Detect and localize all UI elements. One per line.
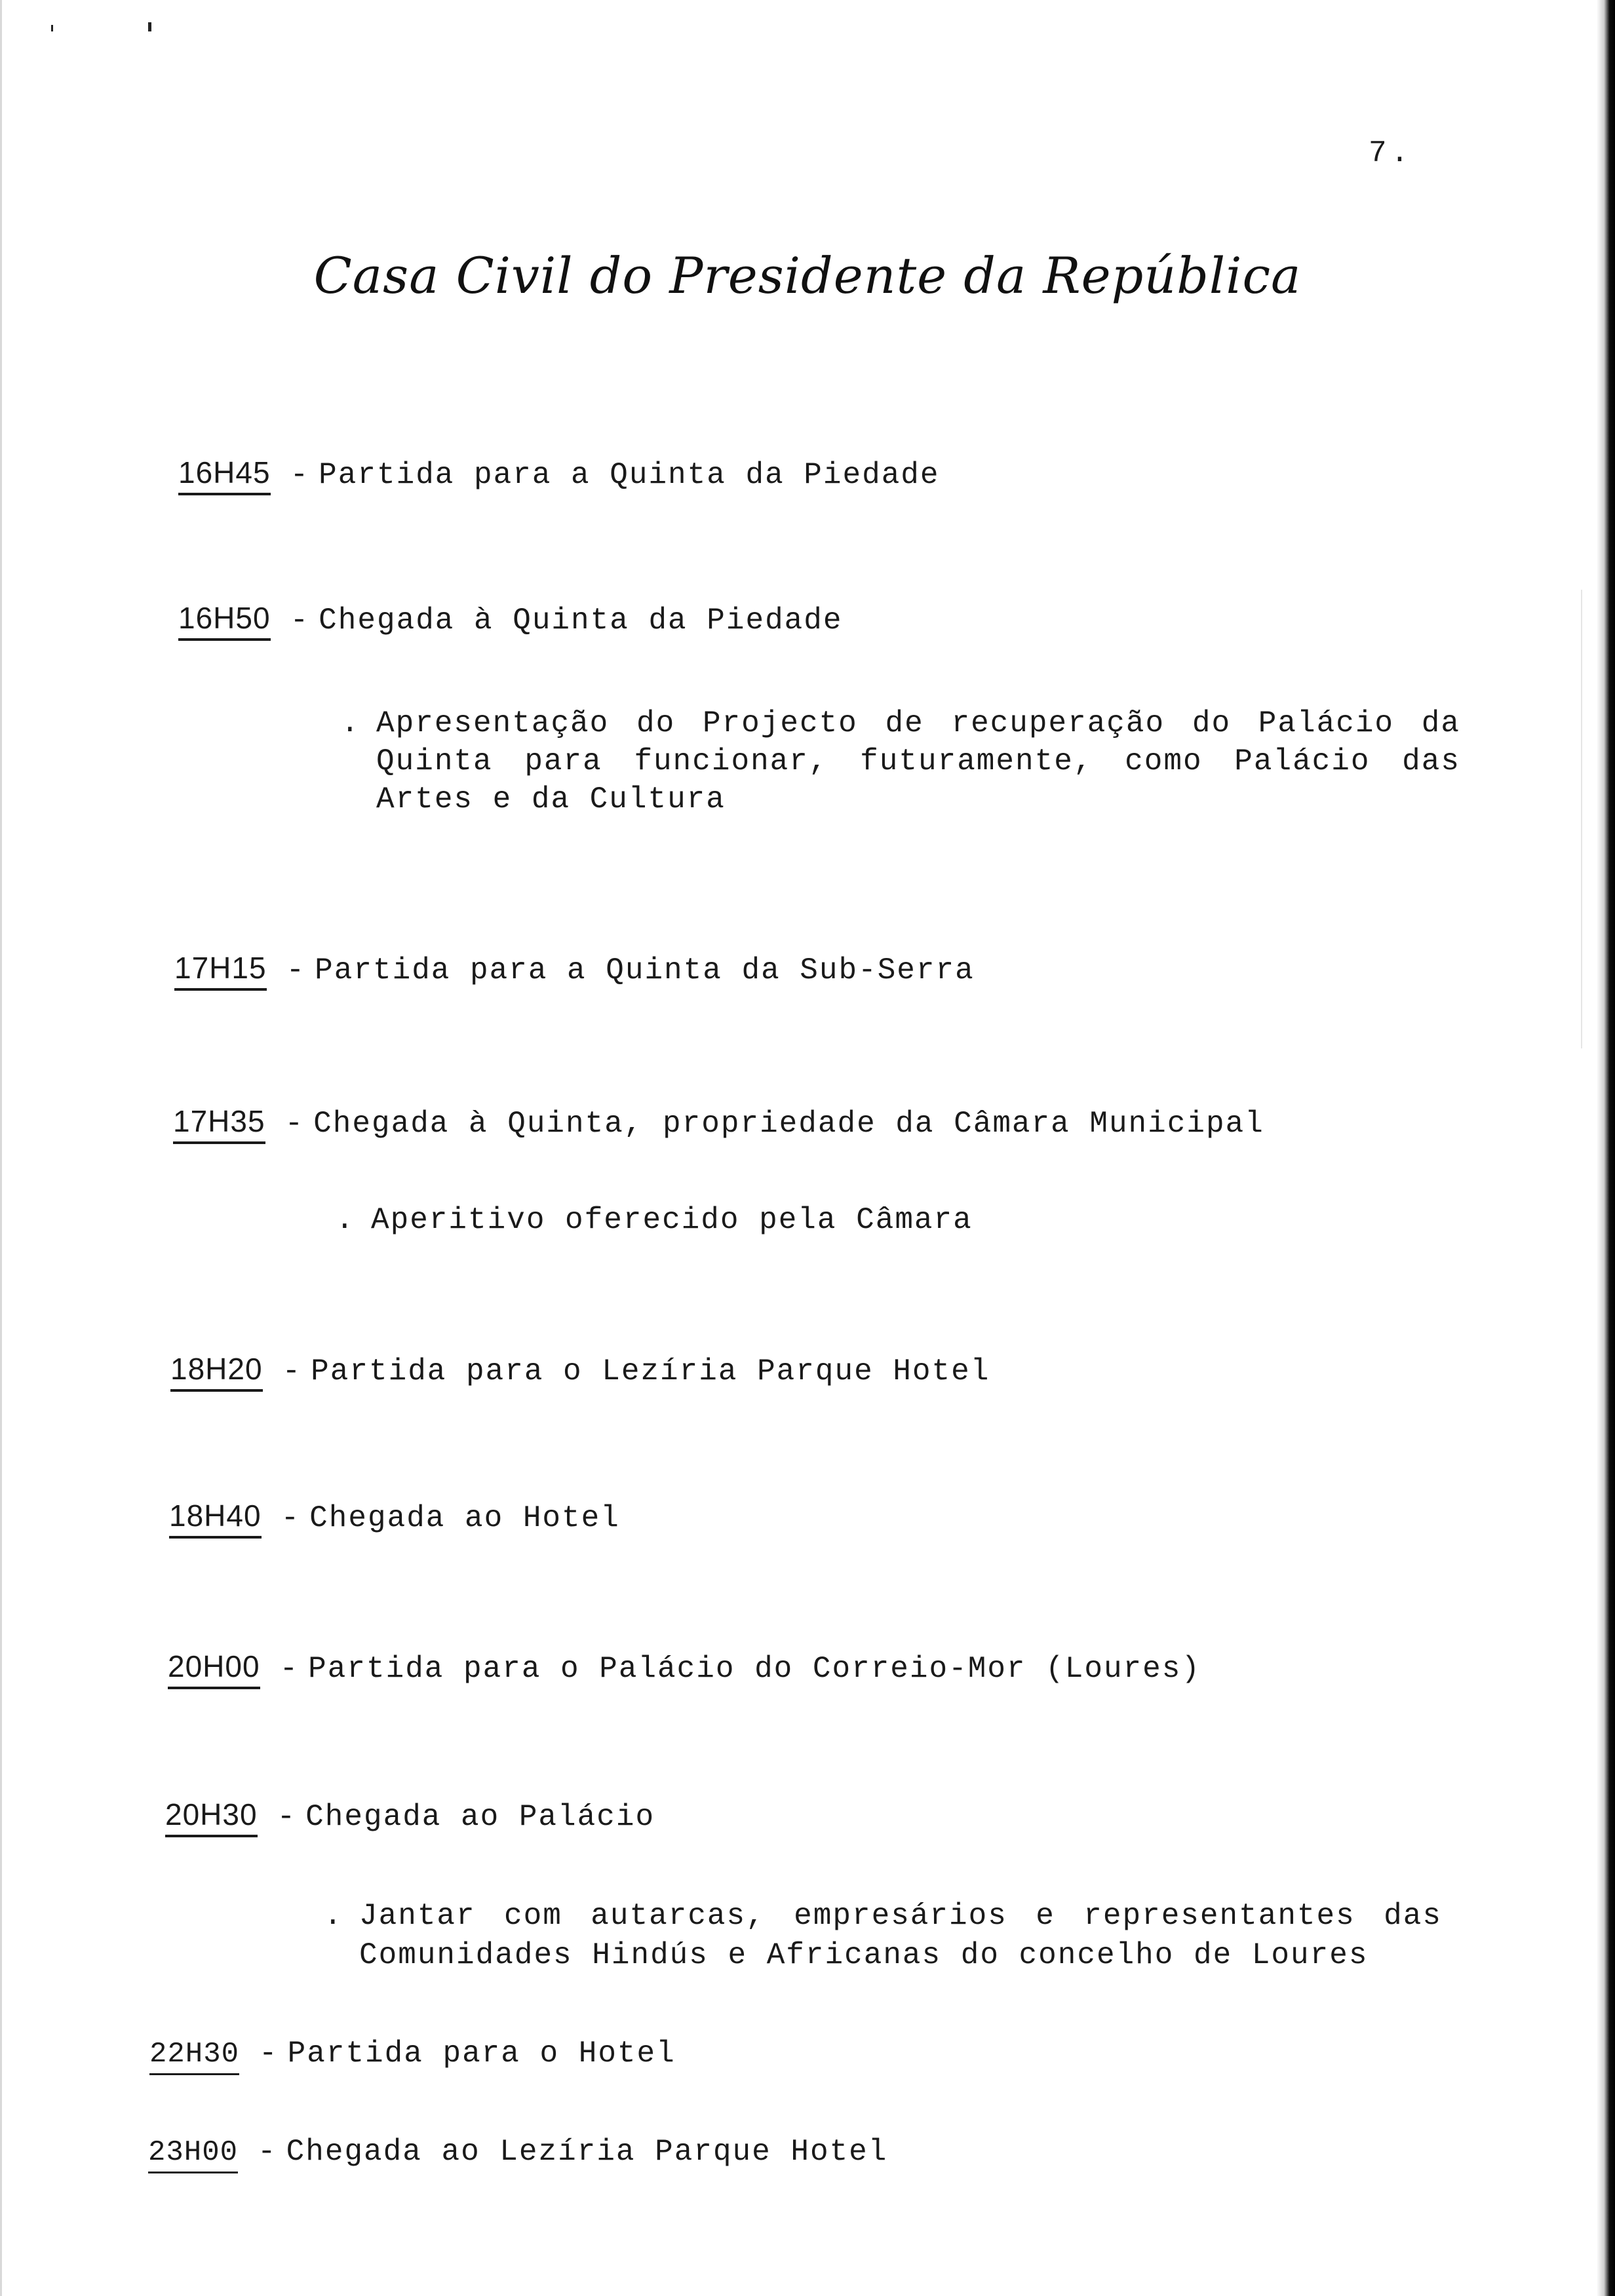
scan-speck (148, 22, 151, 31)
entry-time: 22H30 (149, 2038, 239, 2075)
entry-dash: - (286, 953, 305, 987)
bullet-marker: . (341, 706, 360, 740)
entry-text: Chegada ao Palácio (305, 1800, 655, 1834)
scan-left-edge (0, 0, 2, 2296)
schedule-entry (165, 1797, 655, 1837)
entry-time: 18H40 (169, 1498, 262, 1539)
sub-item-line: Jantar com autarcas, empresários e representantes das (359, 1899, 1442, 1933)
schedule-entry (173, 1103, 1264, 1144)
schedule-sub-item (341, 706, 1460, 816)
entry-text: Partida para a Quinta da Piedade (319, 458, 940, 492)
entry-dash: - (284, 1107, 303, 1141)
entry-time: 17H15 (174, 950, 267, 991)
entry-text: Chegada à Quinta da Piedade (319, 603, 843, 638)
schedule-entry (168, 1649, 1201, 1689)
entry-dash: - (258, 2135, 276, 2169)
schedule-entry (169, 1498, 620, 1539)
schedule-entry (178, 600, 843, 641)
entry-time: 23H00 (148, 2136, 238, 2173)
entry-text: Chegada ao Hotel (309, 1501, 620, 1535)
scan-fold-line (1581, 590, 1582, 1048)
page-number: 7. (1369, 136, 1413, 170)
entry-dash: - (281, 1501, 300, 1535)
schedule-entry (149, 2037, 676, 2075)
schedule-entry (174, 950, 975, 991)
schedule-entry (178, 455, 940, 495)
sub-item-line: Aperitivo oferecido pela Câmara (371, 1203, 973, 1237)
entry-dash: - (279, 1652, 298, 1686)
scan-right-edge (1597, 0, 1615, 2296)
entry-text: Partida para o Lezíria Parque Hotel (311, 1354, 990, 1388)
entry-text: Partida para o Palácio do Correio-Mor (Loures) (308, 1652, 1201, 1686)
sub-item-line: Artes e da Cultura (376, 782, 726, 816)
entry-text: Partida para a Quinta da Sub-Serra (315, 953, 975, 987)
sub-item-line: Apresentação do Projecto de recuperação do Palácio da (376, 706, 1460, 740)
entry-text: Partida para o Hotel (287, 2037, 676, 2071)
entry-time: 16H50 (178, 600, 271, 641)
schedule-entry (148, 2135, 887, 2173)
entry-dash: - (277, 1800, 296, 1834)
letterhead-title: Casa Civil do Presidente da República (313, 246, 1302, 305)
bullet-marker: . (336, 1203, 355, 1237)
entry-dash: - (290, 603, 309, 638)
entry-text: Chegada ao Lezíria Parque Hotel (286, 2135, 888, 2169)
bullet-marker: . (324, 1899, 343, 1933)
sub-item-line: Quinta para funcionar, futuramente, como Palácio das (376, 744, 1460, 778)
entry-dash: - (259, 2037, 277, 2071)
entry-time: 17H35 (173, 1103, 265, 1144)
entry-time: 18H20 (170, 1351, 263, 1392)
entry-dash: - (290, 458, 309, 492)
sub-item-line: Comunidades Hindús e Africanas do concelho de Loures (359, 1938, 1369, 1972)
schedule-sub-item (336, 1203, 973, 1237)
entry-time: 20H00 (168, 1649, 260, 1689)
schedule-sub-item (324, 1899, 1442, 1972)
entry-time: 20H30 (165, 1797, 258, 1837)
entry-dash: - (282, 1354, 301, 1388)
schedule-entry (170, 1351, 990, 1392)
entry-time: 16H45 (178, 455, 271, 495)
entry-text: Chegada à Quinta, propriedade da Câmara Municipal (313, 1107, 1264, 1141)
scan-speck (51, 25, 53, 31)
